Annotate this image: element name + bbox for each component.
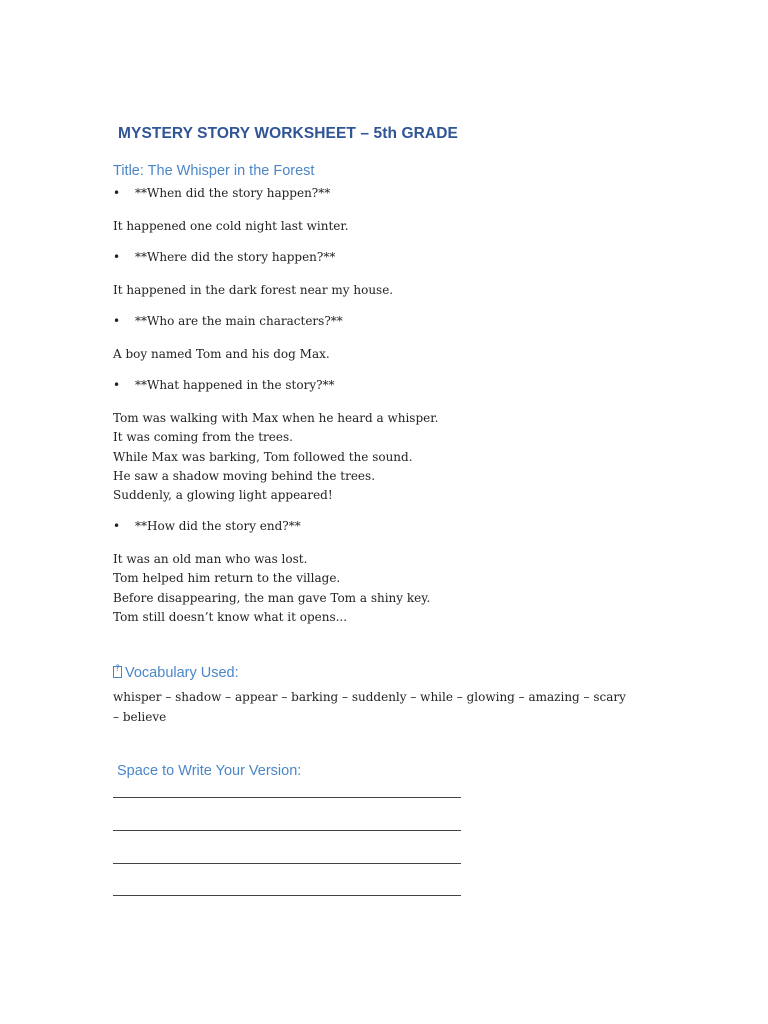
writing-space-heading: Space to Write Your Version:: [117, 763, 302, 779]
bullet-icon: •: [113, 378, 121, 392]
answer-when: [113, 217, 349, 236]
answer-how: [113, 550, 430, 627]
answer-who: [113, 345, 330, 364]
bullet-icon: •: [113, 314, 121, 328]
question-text: **Who are the main characters?**: [135, 314, 343, 328]
bullet-icon: •: [113, 250, 121, 264]
question-text: **What happened in the story?**: [135, 378, 335, 392]
vocabulary-heading: [113, 665, 239, 681]
answer-line: A boy named Tom and his dog Max.: [113, 347, 330, 361]
answer-line: Tom helped him return to the village.: [113, 571, 341, 586]
answer-line: It happened one cold night last winter.: [113, 219, 349, 233]
answer-line: Suddenly, a glowing light appeared!: [113, 488, 333, 503]
answer-line: It was coming from the trees.: [113, 430, 293, 445]
answer-line: It happened in the dark forest near my house.: [113, 283, 394, 297]
answer-line: While Max was barking, Tom followed the sound.: [113, 449, 413, 464]
question-text: **Where did the story happen?**: [135, 250, 336, 264]
question-text: **How did the story end?**: [135, 519, 301, 533]
answer-line: It was an old man who was lost.: [113, 552, 308, 566]
story-title: Title: The Whisper in the Forest: [113, 163, 315, 179]
answer-where: [113, 281, 393, 300]
worksheet-title: MYSTERY STORY WORKSHEET – 5th GRADE: [118, 125, 458, 142]
question-text: **When did the story happen?**: [135, 186, 331, 200]
answer-line: He saw a shadow moving behind the trees.: [113, 468, 376, 483]
bullet-icon: •: [113, 519, 121, 533]
answer-line: Tom still doesn’t know what it opens...: [113, 609, 348, 624]
bullet-icon: •: [113, 186, 121, 200]
writing-line: [113, 895, 461, 896]
writing-line: [113, 830, 461, 831]
writing-line: [113, 797, 461, 798]
missing-glyph-icon: [113, 666, 122, 678]
vocabulary-list: whisper – shadow – appear – barking – suddenly – while – glowing – amazing – scary – believe: [113, 690, 626, 724]
vocabulary-heading-label: Vocabulary Used:: [125, 665, 239, 681]
answer-line: Before disappearing, the man gave Tom a shiny key.: [113, 590, 431, 605]
answer-what: [113, 409, 438, 505]
answer-line: Tom was walking with Max when he heard a whisper.: [113, 411, 439, 425]
writing-line: [113, 863, 461, 864]
